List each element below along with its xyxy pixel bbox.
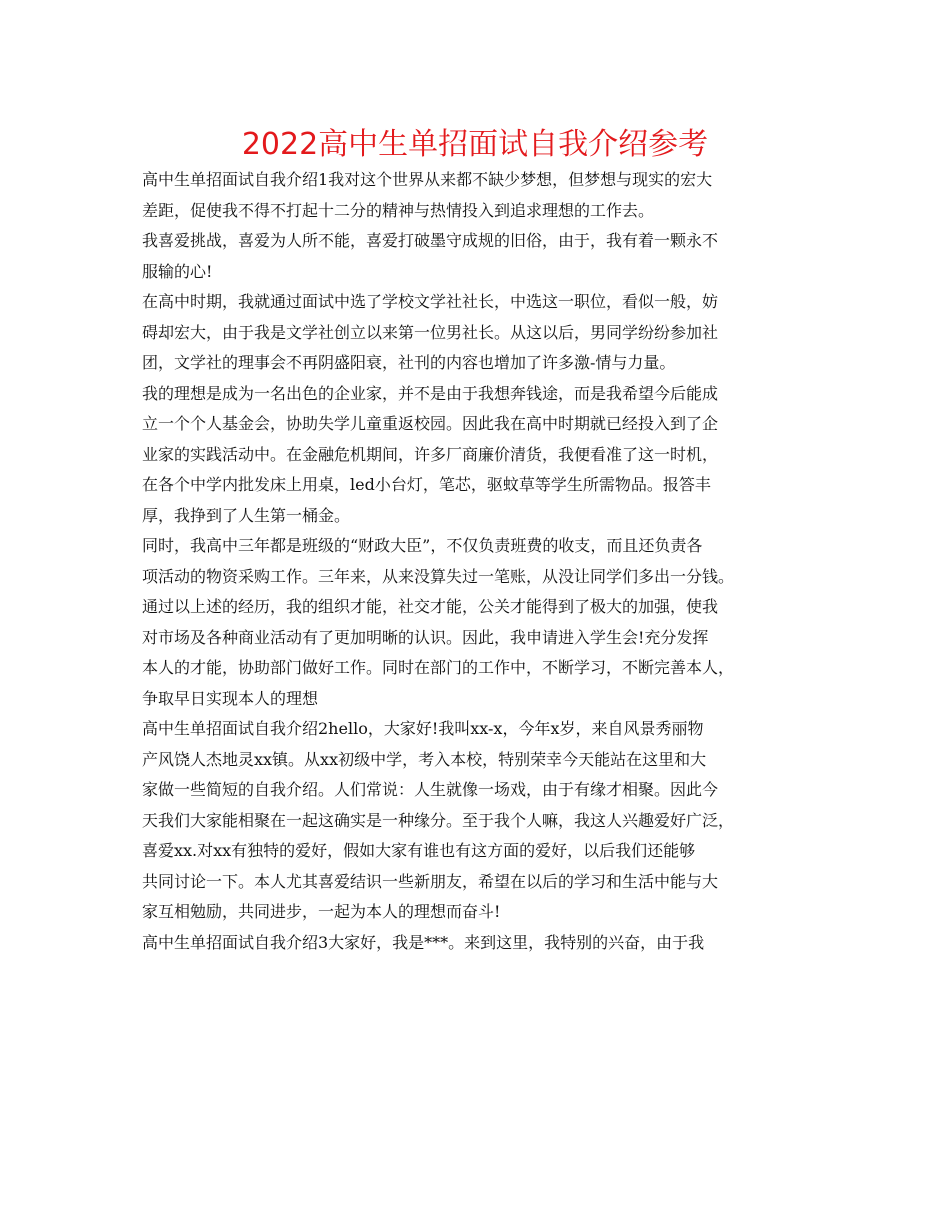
document-body xyxy=(142,165,814,958)
text-line: 本人的才能，协助部门做好工作。同时在部门的工作中，不断学习，不断完善本人， xyxy=(142,658,735,677)
text-line: 喜爱xx.对xx有独特的爱好，假如大家有谁也有这方面的爱好，以后我们还能够 xyxy=(142,841,696,860)
text-line: 同时，我高中三年都是班级的“财政大臣”，不仅负责班费的收支，而且还负责各 xyxy=(142,536,703,555)
text-line: 我的理想是成为一名出色的企业家，并不是由于我想奔钱途，而是我希望今后能成 xyxy=(142,383,719,403)
text-line: 厚，我挣到了人生第一桶金。 xyxy=(142,505,351,525)
text-line: 我喜爱挑战，喜爱为人所不能，喜爱打破墨守成规的旧俗，由于，我有着一颗永不 xyxy=(142,231,719,250)
text-line: 立一个个人基金会，协助失学儿童重返校园。因此我在高中时期就已经投入到了企 xyxy=(142,414,719,433)
document-title: 2022高中生单招面试自我介绍参考 xyxy=(241,127,709,162)
text-line: 家互相勉励，共同进步，一起为本人的理想而奋斗! xyxy=(142,902,501,921)
text-line: 通过以上述的经历，我的组织才能，社交才能，公关才能得到了极大的加强，使我 xyxy=(142,597,719,616)
text-line: 高中生单招面试自我介绍3大家好，我是***。来到这里，我特别的兴奋，由于我 xyxy=(142,932,705,952)
text-line: 争取早日实现本人的理想 xyxy=(142,688,319,708)
text-line: 在高中时期，我就通过面试中选了学校文学社社长，中选这一职位，看似一般，妨 xyxy=(142,292,719,311)
text-line: 项活动的物资采购工作。三年来，从来没算失过一笔账，从没让同学们多出一分钱。 xyxy=(142,566,735,586)
text-line: 高中生单招面试自我介绍2hello，大家好!我叫xx-x，今年x岁，来自风景秀丽物 xyxy=(142,719,704,738)
text-line: 团，文学社的理事会不再阴盛阳衰，社刊的内容也增加了许多激-情与力量。 xyxy=(142,353,676,372)
text-line: 差距，促使我不得不打起十二分的精神与热情投入到追求理想的工作去。 xyxy=(142,200,655,220)
text-line: 天我们大家能相聚在一起这确实是一种缘分。至于我个人嘛，我这人兴趣爱好广泛， xyxy=(142,810,735,830)
text-line: 共同讨论一下。本人尤其喜爱结识一些新朋友，希望在以后的学习和生活中能与大 xyxy=(142,871,719,891)
text-line: 高中生单招面试自我介绍1我对这个世界从来都不缺少梦想，但梦想与现实的宏大 xyxy=(142,170,713,189)
text-line: 业家的实践活动中。在金融危机期间，许多厂商廉价清货，我便看准了这一时机， xyxy=(142,444,719,464)
text-line: 产风饶人杰地灵xx镇。从xx初级中学，考入本校，特别荣幸今天能站在这里和大 xyxy=(142,749,707,769)
text-line: 家做一些简短的自我介绍。人们常说：人生就像一场戏，由于有缘才相聚。因此今 xyxy=(142,780,719,799)
text-line: 碍却宏大，由于我是文学社创立以来第一位男社长。从这以后，男同学纷纷参加社 xyxy=(142,322,719,342)
text-line: 对市场及各种商业活动有了更加明晰的认识。因此，我申请进入学生会!充分发挥 xyxy=(142,627,709,647)
text-line: 服输的心! xyxy=(142,261,213,281)
text-line: 在各个中学内批发床上用桌，led小台灯，笔芯，驱蚊草等学生所需物品。报答丰 xyxy=(142,475,711,494)
